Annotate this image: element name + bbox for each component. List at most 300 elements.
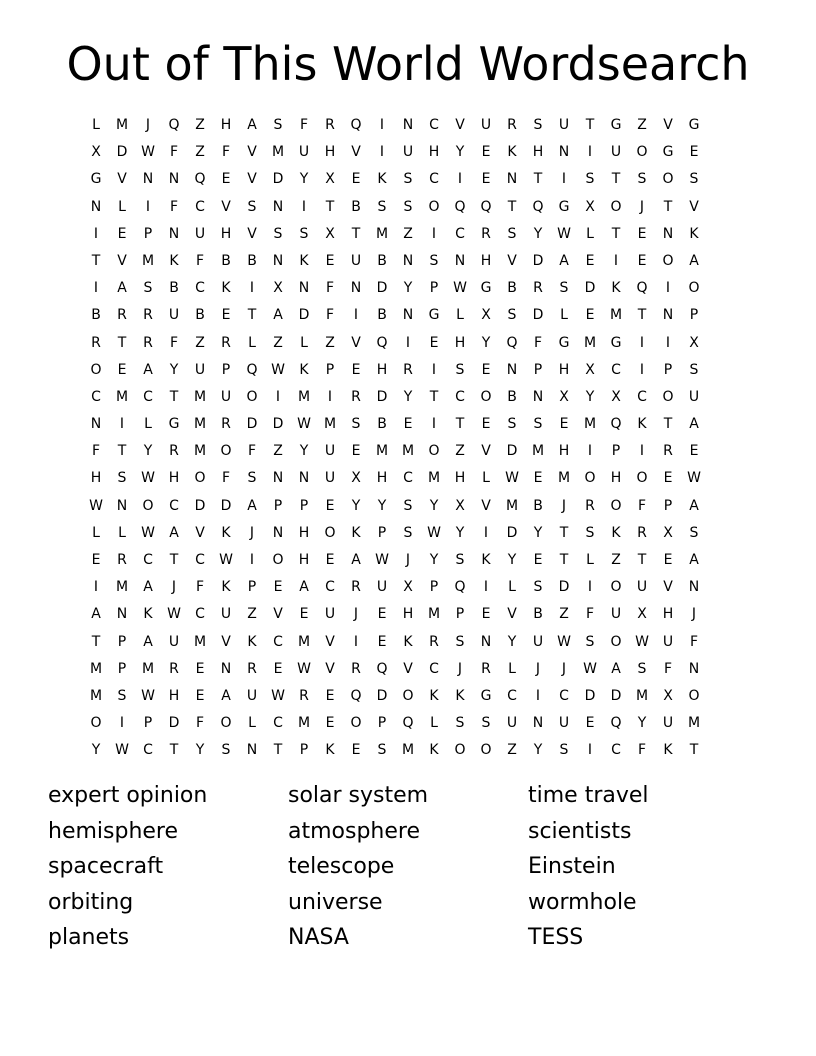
grid-letter: F (221, 144, 231, 161)
grid-letter: E (351, 361, 361, 378)
grid-letter: J (561, 660, 567, 677)
grid-letter: J (535, 660, 541, 677)
grid-letter: M (141, 252, 155, 269)
grid-letter: D (584, 280, 596, 297)
grid-letter: S (429, 252, 439, 269)
grid-letter: S (299, 225, 309, 242)
grid-letter: C (169, 497, 179, 514)
grid-letter: I (353, 633, 359, 650)
grid-letter: S (455, 552, 465, 568)
grid-letter: I (93, 579, 99, 596)
grid-letter: M (557, 470, 571, 487)
grid-letter: J (405, 552, 411, 568)
grid-letter: M (89, 660, 103, 677)
grid-letter: S (143, 280, 153, 297)
grid-letter: C (195, 198, 205, 215)
grid-letter: T (169, 552, 179, 568)
word-list-item: time travel (528, 783, 649, 808)
grid-letter: T (611, 225, 621, 242)
grid-letter: C (559, 687, 569, 704)
grid-letter: P (221, 361, 231, 378)
grid-letter: I (379, 144, 385, 161)
grid-letter: Z (195, 117, 205, 133)
grid-letter: V (247, 225, 257, 242)
grid-letter: O (194, 470, 206, 487)
grid-letter: F (169, 198, 179, 215)
grid-letter: N (662, 307, 674, 324)
grid-letter: J (171, 579, 177, 596)
grid-letter: C (143, 388, 153, 405)
grid-letter: S (507, 416, 517, 433)
grid-letter: D (584, 687, 596, 704)
grid-letter: P (455, 606, 465, 623)
grid-letter: N (116, 606, 128, 623)
grid-letter: E (351, 171, 361, 188)
grid-letter: L (586, 552, 594, 568)
grid-letter: Y (429, 497, 439, 514)
grid-letter: P (429, 280, 439, 297)
grid-letter: O (220, 715, 232, 732)
grid-letter: N (298, 470, 310, 487)
grid-letter: O (480, 742, 492, 759)
grid-letter: Q (402, 715, 414, 732)
grid-letter: Q (506, 334, 518, 351)
grid-letter: T (273, 742, 283, 759)
grid-letter: U (558, 117, 570, 133)
word-list-item: TESS (528, 925, 584, 951)
grid-letter: E (637, 225, 647, 242)
grid-letter: N (246, 742, 258, 759)
grid-letter: A (299, 579, 309, 596)
grid-letter: R (351, 388, 361, 405)
grid-letter: Y (533, 225, 543, 242)
grid-letter: E (351, 443, 361, 460)
grid-letter: H (90, 470, 102, 487)
grid-letter: J (561, 497, 567, 514)
grid-letter: M (115, 117, 129, 133)
grid-letter: C (455, 225, 465, 242)
grid-letter: M (583, 416, 597, 433)
grid-letter: K (689, 225, 699, 242)
grid-letter: V (663, 117, 673, 133)
grid-letter: K (299, 361, 309, 378)
grid-letter: U (376, 579, 388, 596)
grid-letter: A (221, 687, 231, 704)
grid-letter: Q (376, 660, 388, 677)
grid-letter: V (507, 252, 517, 269)
grid-letter: I (639, 334, 645, 351)
grid-letter: X (663, 687, 673, 704)
grid-letter: Y (143, 443, 153, 460)
grid-letter: L (560, 307, 568, 324)
grid-letter: F (325, 280, 335, 297)
grid-letter: T (91, 252, 101, 269)
grid-letter: I (665, 334, 671, 351)
grid-letter: S (377, 742, 387, 759)
grid-letter: M (375, 225, 389, 242)
grid-letter: G (558, 198, 570, 215)
grid-letter: C (637, 388, 647, 405)
grid-letter: N (168, 171, 180, 188)
grid-letter: R (247, 660, 257, 677)
grid-letter: I (483, 579, 489, 596)
word-list-item: planets (48, 925, 130, 951)
grid-letter: F (195, 579, 205, 596)
grid-letter: I (301, 198, 307, 215)
grid-letter: Z (273, 443, 283, 460)
grid-letter: S (273, 117, 283, 133)
grid-letter: E (325, 497, 335, 514)
grid-letter: F (663, 660, 673, 677)
grid-letter: O (610, 579, 622, 596)
grid-letter: M (427, 606, 441, 623)
grid-letter: L (430, 715, 438, 732)
grid-letter: A (351, 552, 361, 568)
grid-letter: H (454, 470, 466, 487)
grid-letter: D (532, 252, 544, 269)
grid-letter: V (351, 334, 361, 351)
grid-letter: P (117, 633, 127, 650)
grid-letter: M (271, 144, 285, 161)
grid-letter: T (507, 198, 517, 215)
grid-letter: P (273, 497, 283, 514)
grid-letter: Z (195, 144, 205, 161)
grid-letter: V (663, 579, 673, 596)
grid-letter: E (663, 552, 673, 568)
grid-letter: L (586, 225, 594, 242)
grid-letter: K (169, 252, 179, 269)
grid-letter: H (220, 117, 232, 133)
grid-letter: C (507, 687, 517, 704)
grid-letter: V (351, 144, 361, 161)
grid-letter: B (507, 388, 517, 405)
grid-letter: V (455, 117, 465, 133)
grid-letter: D (376, 280, 388, 297)
grid-letter: W (687, 470, 701, 487)
grid-letter: D (298, 307, 310, 324)
grid-letter: R (403, 361, 413, 378)
grid-letter: P (429, 579, 439, 596)
grid-letter: N (506, 361, 518, 378)
grid-letter: K (325, 742, 335, 759)
grid-letter: U (402, 144, 414, 161)
grid-letter: E (689, 144, 699, 161)
grid-letter: P (611, 443, 621, 460)
grid-letter: X (559, 388, 569, 405)
grid-letter: V (481, 497, 491, 514)
grid-letter: U (324, 470, 336, 487)
grid-letter: U (350, 252, 362, 269)
grid-letter: W (219, 552, 233, 568)
grid-letter: W (115, 742, 129, 759)
grid-letter: V (325, 633, 335, 650)
grid-letter: Z (611, 552, 621, 568)
grid-letter: V (195, 524, 205, 541)
grid-letter: R (91, 334, 101, 351)
grid-letter: H (662, 606, 674, 623)
grid-letter: O (90, 361, 102, 378)
word-list-item: orbiting (48, 889, 134, 915)
grid-letter: M (583, 334, 597, 351)
grid-letter: A (247, 497, 257, 514)
grid-row (83, 710, 733, 737)
grid-letter: B (221, 252, 231, 269)
grid-letter: I (431, 225, 437, 242)
grid-letter: Q (168, 117, 180, 133)
grid-letter: D (376, 687, 388, 704)
grid-letter: T (429, 388, 439, 405)
grid-letter: O (350, 715, 362, 732)
grid-letter: J (639, 198, 645, 215)
grid-letter: D (558, 579, 570, 596)
grid-letter: I (93, 280, 99, 297)
grid-letter: T (533, 171, 543, 188)
grid-letter: M (193, 443, 207, 460)
grid-letter: R (221, 334, 231, 351)
grid-letter: K (455, 687, 465, 704)
grid-letter: O (454, 742, 466, 759)
grid-letter: W (167, 606, 181, 623)
grid-letter: N (90, 198, 102, 215)
grid-row (83, 248, 733, 275)
grid-letter: R (221, 416, 231, 433)
grid-letter: V (507, 606, 517, 623)
grid-letter: D (220, 497, 232, 514)
grid-letter: K (377, 171, 387, 188)
grid-letter: M (193, 416, 207, 433)
grid-letter: S (533, 416, 543, 433)
grid-row (83, 737, 733, 764)
grid-letter: E (299, 606, 309, 623)
grid-letter: V (403, 660, 413, 677)
grid-letter: H (168, 687, 180, 704)
grid-letter: H (376, 361, 388, 378)
grid-letter: W (141, 144, 155, 161)
grid-letter: V (689, 198, 699, 215)
grid-letter: U (688, 388, 700, 405)
grid-letter: G (480, 687, 492, 704)
grid-row (83, 574, 733, 601)
grid-letter: W (427, 524, 441, 541)
grid-letter: I (327, 388, 333, 405)
grid-letter: S (455, 361, 465, 378)
grid-letter: A (247, 117, 257, 133)
grid-letter: V (221, 633, 231, 650)
grid-letter: U (324, 606, 336, 623)
grid-row (83, 629, 733, 656)
grid-letter: F (195, 715, 205, 732)
grid-letter: B (507, 280, 517, 297)
grid-letter: X (611, 388, 621, 405)
grid-letter: I (275, 388, 281, 405)
grid-letter: M (375, 443, 389, 460)
grid-letter: N (272, 198, 284, 215)
grid-letter: I (119, 715, 125, 732)
grid-letter: M (89, 687, 103, 704)
grid-letter: M (297, 388, 311, 405)
grid-letter: F (169, 334, 179, 351)
grid-letter: W (557, 633, 571, 650)
grid-letter: K (663, 742, 673, 759)
grid-letter: E (117, 361, 127, 378)
grid-letter: T (689, 742, 699, 759)
grid-letter: O (246, 388, 258, 405)
grid-letter: X (585, 198, 595, 215)
grid-letter: N (402, 252, 414, 269)
grid-letter: A (559, 252, 569, 269)
grid-letter: A (169, 524, 179, 541)
grid-letter: S (117, 470, 127, 487)
grid-letter: D (168, 715, 180, 732)
grid-letter: G (168, 416, 180, 433)
grid-letter: W (297, 416, 311, 433)
grid-letter: X (325, 171, 335, 188)
grid-letter: B (91, 307, 101, 324)
grid-letter: X (351, 470, 361, 487)
grid-letter: Q (636, 280, 648, 297)
grid-letter: A (689, 497, 699, 514)
grid-letter: P (299, 497, 309, 514)
grid-letter: X (689, 334, 699, 351)
grid-letter: S (637, 660, 647, 677)
grid-letter: T (325, 198, 335, 215)
grid-letter: F (195, 252, 205, 269)
grid-letter: U (168, 307, 180, 324)
grid-letter: E (325, 715, 335, 732)
grid-letter: I (587, 443, 593, 460)
grid-letter: K (247, 633, 257, 650)
grid-letter: O (142, 497, 154, 514)
grid-letter: E (117, 225, 127, 242)
grid-letter: M (297, 715, 311, 732)
grid-letter: P (377, 715, 387, 732)
grid-letter: T (117, 443, 127, 460)
grid-letter: Z (559, 606, 569, 623)
grid-letter: J (691, 606, 697, 623)
grid-letter: T (247, 307, 257, 324)
grid-letter: W (297, 660, 311, 677)
grid-letter: H (480, 252, 492, 269)
grid-letter: R (117, 552, 127, 568)
grid-letter: S (533, 579, 543, 596)
grid-letter: T (91, 633, 101, 650)
grid-row (83, 411, 733, 438)
grid-letter: V (247, 144, 257, 161)
grid-letter: S (559, 280, 569, 297)
grid-letter: K (481, 552, 491, 568)
grid-letter: C (143, 742, 153, 759)
grid-letter: N (506, 171, 518, 188)
grid-letter: E (533, 552, 543, 568)
grid-letter: E (689, 443, 699, 460)
grid-letter: L (456, 307, 464, 324)
grid-letter: F (169, 144, 179, 161)
grid-letter: T (351, 225, 361, 242)
grid-letter: U (636, 579, 648, 596)
grid-letter: U (662, 633, 674, 650)
grid-letter: Q (454, 579, 466, 596)
grid-letter: M (193, 388, 207, 405)
grid-letter: O (662, 252, 674, 269)
grid-letter: W (271, 361, 285, 378)
grid-letter: G (480, 280, 492, 297)
grid-letter: T (117, 334, 127, 351)
grid-letter: A (689, 252, 699, 269)
grid-letter: I (535, 687, 541, 704)
grid-letter: X (663, 524, 673, 541)
grid-letter: Z (325, 334, 335, 351)
grid-letter: I (639, 361, 645, 378)
grid-letter: J (249, 524, 255, 541)
grid-letter: S (351, 416, 361, 433)
grid-letter: N (272, 470, 284, 487)
grid-letter: Y (533, 742, 543, 759)
grid-letter: E (481, 144, 491, 161)
grid-letter: E (325, 552, 335, 568)
grid-letter: G (558, 334, 570, 351)
grid-letter: I (483, 524, 489, 541)
grid-letter: W (141, 687, 155, 704)
grid-letter: E (325, 687, 335, 704)
grid-letter: D (610, 687, 622, 704)
grid-letter: E (273, 579, 283, 596)
grid-letter: Q (610, 416, 622, 433)
grid-letter: P (247, 579, 257, 596)
grid-letter: H (168, 470, 180, 487)
grid-letter: C (273, 633, 283, 650)
grid-letter: K (221, 524, 231, 541)
grid-letter: O (636, 470, 648, 487)
grid-letter: P (143, 715, 153, 732)
word-list-item: wormhole (528, 889, 637, 915)
grid-letter: H (558, 361, 570, 378)
grid-letter: E (533, 470, 543, 487)
grid-letter: G (688, 117, 700, 133)
grid-letter: W (505, 470, 519, 487)
grid-letter: E (195, 660, 205, 677)
grid-letter: T (169, 388, 179, 405)
grid-letter: H (402, 606, 414, 623)
grid-letter: P (299, 742, 309, 759)
grid-letter: L (118, 524, 126, 541)
grid-letter: S (221, 742, 231, 759)
grid-letter: H (376, 470, 388, 487)
grid-letter: P (325, 361, 335, 378)
grid-letter: R (663, 443, 673, 460)
grid-letter: S (455, 715, 465, 732)
word-list (48, 778, 768, 956)
grid-letter: D (272, 171, 284, 188)
letter-grid (83, 112, 733, 765)
grid-letter: Y (429, 552, 439, 568)
grid-letter: U (220, 388, 232, 405)
grid-letter: O (688, 280, 700, 297)
grid-letter: Y (455, 144, 465, 161)
grid-letter: E (429, 334, 439, 351)
grid-letter: Z (195, 334, 205, 351)
grid-letter: I (639, 443, 645, 460)
grid-letter: S (689, 361, 699, 378)
grid-letter: M (635, 687, 649, 704)
grid-letter: U (220, 606, 232, 623)
grid-letter: F (637, 497, 647, 514)
grid-letter: S (507, 307, 517, 324)
grid-letter: E (221, 171, 231, 188)
grid-letter: Z (637, 117, 647, 133)
grid-letter: Z (403, 225, 413, 242)
grid-letter: S (273, 225, 283, 242)
grid-letter: S (689, 171, 699, 188)
